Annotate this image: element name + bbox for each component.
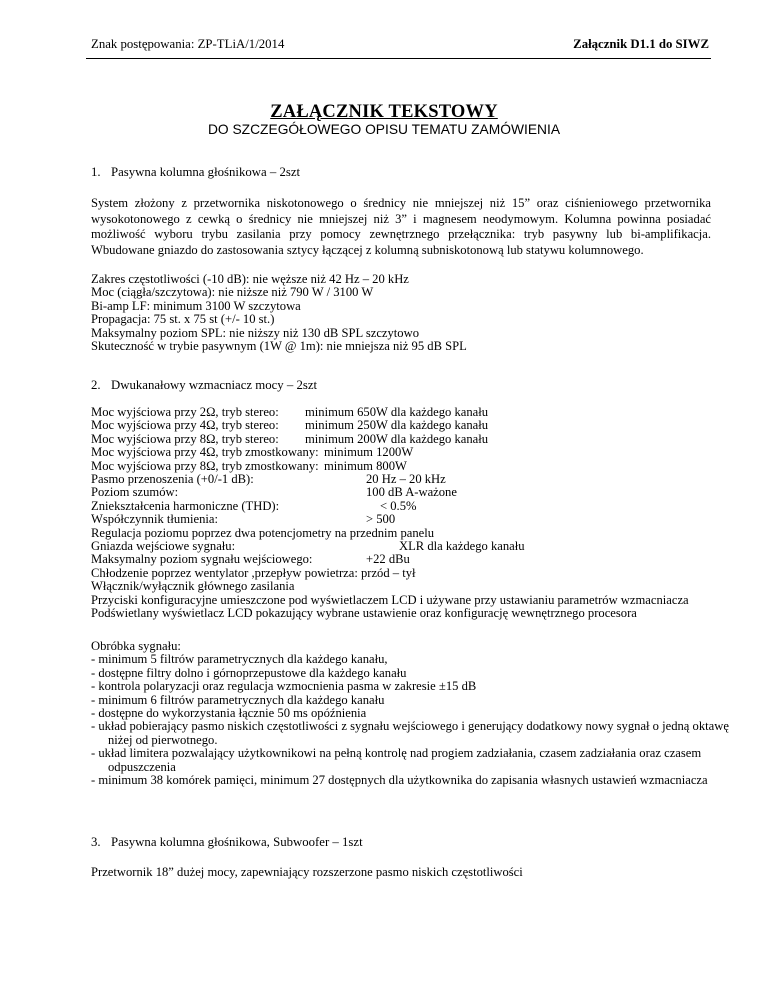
spec-line: Zakres częstotliwości (-10 dB): nie węższe niż 42 Hz – 20 kHz	[91, 272, 409, 286]
section-3-title: Pasywna kolumna głośnikowa, Subwoofer – 1szt	[111, 835, 363, 849]
list-item: - dostępne filtry dolno i górnoprzepustowe dla każdego kanału	[91, 665, 407, 680]
spec-line: Przyciski konfiguracyjne umieszczone pod wyświetlaczem LCD i używane przy ustawianiu parametrów wzmacniacza	[91, 592, 689, 607]
spec-value: minimum 200W dla każdego kanału	[305, 431, 489, 446]
spec-label: Moc wyjściowa przy 4Ω, tryb stereo:	[91, 418, 279, 433]
spec-line: Regulacja poziomu poprzez dwa potencjometry na przednim panelu	[91, 525, 435, 540]
document-subtitle: DO SZCZEGÓŁOWEGO OPISU TEMATU ZAMÓWIENIA	[207, 122, 561, 137]
section-1-heading	[91, 166, 711, 179]
spec-label: Pasmo przenoszenia (+0/-1 dB):	[91, 471, 254, 486]
section-2-specs	[91, 406, 711, 620]
spec-row	[91, 540, 711, 553]
spec-label: Zniekształcenia harmoniczne (THD):	[91, 498, 280, 513]
spec-value: minimum 800W	[324, 458, 407, 473]
header-procedure-code: Znak postępowania: ZP-TLiA/1/2014	[91, 37, 285, 51]
section-1-description: System złożony z przetwornika niskotonowego o średnicy nie mniejszej niż 15” oraz ciśnieniowego przetwornika wysokotonowego z cewką o średnicy nie mniejszej niż 3” i magnesem neodymowym. Kolumna powinna posiadać możliwość wyboru trybu zasilania przy pomocy zewnętrznego przełącznika: tryb pasywny lub bi-amplifikacja. Wbudowane gniazdo do zastosowania sztycy łączącej z kolumną subniskotonową lub statywu kolumnowego.	[91, 196, 711, 257]
signal-processing-list	[91, 640, 731, 787]
spec-line: Moc (ciągła/szczytowa): nie niższe niż 790 W / 3100 W	[91, 285, 374, 300]
list-item: - minimum 5 filtrów parametrycznych dla każdego kanału,	[91, 652, 388, 667]
spec-value: +22 dBu	[366, 552, 410, 567]
list-item: - minimum 38 komórek pamięci, minimum 27 dostępnych dla użytkownika do zapisania własnych ustawień wzmacniacza	[91, 773, 708, 788]
section-2-number: 2.	[91, 378, 101, 392]
spec-value: 100 dB A-ważone	[366, 485, 457, 500]
spec-row	[91, 460, 711, 473]
spec-row	[91, 553, 711, 566]
spec-row	[91, 500, 711, 513]
spec-line: Bi-amp LF: minimum 3100 W szczytowa	[91, 298, 301, 313]
section-1-title: Pasywna kolumna głośnikowa – 2szt	[111, 165, 301, 179]
signal-processing-title: Obróbka sygnału:	[91, 639, 181, 653]
section-2-title: Dwukanałowy wzmacniacz mocy – 2szt	[111, 378, 318, 392]
spec-line: Propagacja: 75 st. x 75 st (+/- 10 st.)	[91, 312, 275, 327]
list-item: - dostępne do wykorzystania łącznie 50 ms opóźnienia	[91, 706, 367, 721]
spec-label: Moc wyjściowa przy 4Ω, tryb zmostkowany:	[91, 445, 319, 460]
section-2-heading	[91, 379, 711, 392]
spec-label: Gniazda wejściowe sygnału:	[91, 538, 236, 553]
spec-label: Poziom szumów:	[91, 485, 179, 500]
spec-row	[91, 406, 711, 419]
spec-value: minimum 250W dla każdego kanału	[305, 418, 489, 433]
spec-row	[91, 486, 711, 499]
spec-line: Podświetlany wyświetlacz LCD pokazujący wybrane ustawienie oraz konfigurację wewnętrznego procesora	[91, 605, 637, 620]
spec-value: 20 Hz – 20 kHz	[366, 471, 446, 486]
spec-label: Moc wyjściowa przy 2Ω, tryb stereo:	[91, 405, 279, 419]
spec-line: Włącznik/wyłącznik głównego zasilania	[91, 579, 295, 594]
section-3-description: Przetwornik 18” dużej mocy, zapewniający rozszerzone pasmo niskich częstotliwości	[91, 865, 523, 879]
spec-label: Moc wyjściowa przy 8Ω, tryb stereo:	[91, 431, 279, 446]
spec-label: Moc wyjściowa przy 8Ω, tryb zmostkowany:	[91, 458, 319, 473]
spec-row	[91, 419, 711, 432]
spec-row	[91, 446, 711, 459]
header-divider	[86, 58, 711, 59]
spec-line: Chłodzenie poprzez wentylator ,przepływ powietrza: przód – tył	[91, 565, 416, 580]
list-item: - kontrola polaryzacji oraz regulacja wzmocnienia pasma w zakresie ±15 dB	[91, 679, 477, 694]
section-1-number: 1.	[91, 165, 101, 179]
spec-line: Skuteczność w trybie pasywnym (1W @ 1m): nie mniejsza niż 95 dB SPL	[91, 339, 467, 354]
spec-label: Współczynnik tłumienia:	[91, 512, 218, 527]
spec-row	[91, 513, 711, 526]
spec-row	[91, 433, 711, 446]
spec-value: minimum 1200W	[324, 445, 414, 460]
spec-value: < 0.5%	[380, 498, 417, 513]
spec-line: Maksymalny poziom SPL: nie niższy niż 130 dB SPL szczytowo	[91, 325, 419, 340]
spec-label: Maksymalny poziom sygnału wejściowego:	[91, 552, 313, 567]
document-title: ZAŁĄCZNIK TEKSTOWY	[270, 102, 498, 122]
section-1-specs	[91, 273, 711, 353]
spec-value: minimum 650W dla każdego kanału	[305, 405, 489, 419]
spec-value: > 500	[366, 512, 396, 527]
section-3-heading	[91, 836, 711, 849]
spec-row	[91, 473, 711, 486]
list-item: - układ limitera pozwalający użytkownikowi na pełną kontrolę nad progiem zadziałania, czasem zadziałania oraz czasem odpuszczenia	[91, 746, 702, 774]
spec-value: XLR dla każdego kanału	[399, 538, 525, 553]
list-item: - układ pobierający pasmo niskich częstotliwości z sygnału wejściowego i generujący dodatkowy nowy sygnał o jedną oktawę niżej od pierwotnego.	[91, 719, 729, 747]
section-3-number: 3.	[91, 835, 101, 849]
list-item: - minimum 6 filtrów parametrycznych dla każdego kanału	[91, 692, 385, 707]
header-attachment-label: Załącznik D1.1 do SIWZ	[573, 37, 709, 51]
